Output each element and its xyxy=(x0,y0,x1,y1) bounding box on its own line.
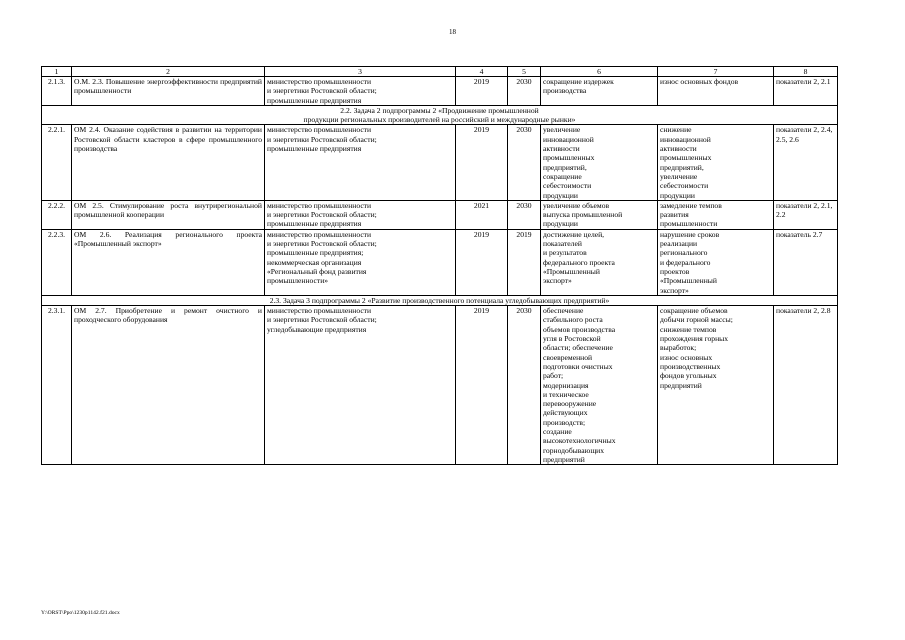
indicator-link-cell xyxy=(774,77,838,106)
cell-line: продукции региональных производителей на российский и международные рынки» xyxy=(303,115,576,125)
end-year-cell: 2030 xyxy=(508,125,541,200)
cell-line: предприятий xyxy=(660,380,702,390)
cell-line: объемов производства xyxy=(543,324,616,334)
cell-line: продукции xyxy=(543,190,578,200)
cell-line: некоммерческая организация xyxy=(267,257,362,267)
cell-line: федерального проекта xyxy=(543,257,615,267)
table-row xyxy=(42,229,838,295)
cell-line: износ основных фондов xyxy=(660,77,739,86)
cell-line: работ; xyxy=(543,371,564,381)
expected-result-cell xyxy=(541,229,658,295)
cell-line: министерство промышленности xyxy=(267,306,372,316)
header-cell: 2 xyxy=(72,67,265,77)
cell-line: промышленные предприятия xyxy=(267,144,362,154)
risk-cell xyxy=(658,77,774,106)
table-body xyxy=(42,67,838,465)
cell-line: обеспечение xyxy=(543,306,584,316)
indicator-link-cell xyxy=(774,229,838,295)
cell-line: министерство промышленности xyxy=(267,125,372,135)
header-cell: 6 xyxy=(541,67,658,77)
measures-table xyxy=(41,66,838,465)
cell-line: и энергетики Ростовской области; xyxy=(267,315,377,325)
cell-line: создание xyxy=(543,426,572,436)
cell-line: министерство промышленности xyxy=(267,77,372,86)
measure-name-cell: ОМ 2.6. Реализация регионального проекта «Промышленный экспорт» xyxy=(72,229,265,295)
measure-name-cell: ОМ 2.5. Стимулирование роста внутрирегиональной промышленной кооперации xyxy=(72,200,265,229)
cell-line: активности xyxy=(660,144,697,154)
cell-line: инновационной xyxy=(543,134,594,144)
cell-line: 2.3. Задача 3 подпрограммы 2 «Развитие производственного потенциала угледобывающих предприятий» xyxy=(269,295,610,305)
start-year-cell: 2019 xyxy=(456,229,508,295)
cell-line: продукции xyxy=(543,219,578,229)
cell-line: перевооружение xyxy=(543,399,597,409)
cell-line: и федерального xyxy=(660,257,711,267)
cell-line: 2.5, 2.6 xyxy=(776,134,799,144)
cell-line: «Промышленный xyxy=(660,276,717,286)
measure-name-cell: ОМ 2.4. Оказание содействия в развитии на территории Ростовской области кластеров в сфере промышленного производства xyxy=(72,125,265,200)
start-year-cell: 2019 xyxy=(456,77,508,106)
page-number: 18 xyxy=(449,28,456,36)
table-row xyxy=(42,125,838,200)
risk-cell xyxy=(658,229,774,295)
cell-line: нарушение сроков xyxy=(660,229,720,239)
cell-line: своевременной xyxy=(543,352,593,362)
cell-line: выработок; xyxy=(660,343,697,353)
row-number-cell: 2.3.1. xyxy=(42,306,72,465)
cell-line: министерство промышленности xyxy=(267,200,372,210)
indicator-link-cell xyxy=(774,200,838,229)
header-cell: 3 xyxy=(265,67,456,77)
cell-line: предприятий xyxy=(543,454,585,464)
cell-line: угледобывающие предприятия xyxy=(267,324,367,334)
cell-line: и энергетики Ростовской области; xyxy=(267,86,377,96)
table-row xyxy=(42,77,838,106)
cell-line: промышленные предприятия; xyxy=(267,248,364,258)
footer-path: Y:\ORST\Ppo\1230p1142.f21.docx xyxy=(41,610,120,616)
cell-line: производственных xyxy=(660,361,721,371)
cell-line: производств; xyxy=(543,417,586,427)
cell-line: и энергетики Ростовской области; xyxy=(267,134,377,144)
executor-cell xyxy=(265,229,456,295)
executor-cell xyxy=(265,125,456,200)
cell-line: сокращение объемов xyxy=(660,306,728,316)
executor-cell xyxy=(265,200,456,229)
cell-line: фондов угольных xyxy=(660,371,717,381)
header-cell: 5 xyxy=(508,67,541,77)
cell-line: и энергетики Ростовской области; xyxy=(267,210,377,220)
cell-line: регионального xyxy=(660,248,708,258)
cell-line: промышленные предприятия xyxy=(267,95,362,105)
risk-cell xyxy=(658,200,774,229)
cell-line: себестоимости xyxy=(660,181,709,191)
start-year-cell: 2019 xyxy=(456,125,508,200)
cell-line: сокращение xyxy=(543,171,582,181)
indicator-link-cell xyxy=(774,125,838,200)
cell-line: выпуска промышленной xyxy=(543,210,623,220)
header-cell: 1 xyxy=(42,67,72,77)
cell-line: износ основных xyxy=(660,352,713,362)
cell-line: промышленных xyxy=(660,153,712,163)
cell-line: развития xyxy=(660,210,689,220)
cell-line: себестоимости xyxy=(543,181,592,191)
measure-name-cell: ОМ 2.7. Приобретение и ремонт очистного и проходческого оборудования xyxy=(72,306,265,465)
row-number-cell: 2.2.1. xyxy=(42,125,72,200)
cell-line: экспорт» xyxy=(543,276,572,286)
cell-line: увеличение xyxy=(543,125,581,135)
cell-line: и результатов xyxy=(543,248,587,258)
expected-result-cell xyxy=(541,200,658,229)
cell-line: увеличение объемов xyxy=(543,200,610,210)
cell-line: подготовки очистных xyxy=(543,361,613,371)
section-title-cell xyxy=(42,105,838,125)
header-cell: 7 xyxy=(658,67,774,77)
table-row xyxy=(42,200,838,229)
row-number-cell: 2.2.2. xyxy=(42,200,72,229)
cell-line: показателей xyxy=(543,239,582,249)
cell-line: снижение xyxy=(660,125,692,135)
cell-line: реализации xyxy=(660,239,698,249)
cell-line: и техническое xyxy=(543,389,589,399)
cell-line: министерство промышленности xyxy=(267,229,372,239)
cell-line: сокращение издержек xyxy=(543,77,614,86)
section-title-cell xyxy=(42,295,838,305)
cell-line: экспорт» xyxy=(660,285,689,295)
section-header-row xyxy=(42,295,838,305)
cell-line: инновационной xyxy=(660,134,711,144)
cell-line: снижение темпов xyxy=(660,324,717,334)
cell-line: промышленных xyxy=(543,153,595,163)
cell-line: прохождения горных xyxy=(660,334,729,344)
cell-line: показатели 2, 2.8 xyxy=(776,306,831,316)
cell-line: высокотехнологичных xyxy=(543,436,616,446)
cell-line: модернизация xyxy=(543,380,589,390)
header-cell: 8 xyxy=(774,67,838,77)
cell-line: предприятий, xyxy=(660,162,704,172)
cell-line: показатели 2, 2.4, xyxy=(776,125,833,135)
cell-line: активности xyxy=(543,144,580,154)
header-row xyxy=(42,67,838,77)
expected-result-cell xyxy=(541,77,658,106)
cell-line: промышленности» xyxy=(267,276,329,286)
end-year-cell: 2030 xyxy=(508,306,541,465)
measure-name-cell: О.М. 2.3. Повышение энергоэффективности предприятий промышленности xyxy=(72,77,265,106)
table-row xyxy=(42,306,838,465)
expected-result-cell xyxy=(541,306,658,465)
cell-line: показатель 2.7 xyxy=(776,229,823,239)
cell-line: «Региональный фонд развития xyxy=(267,266,367,276)
executor-cell xyxy=(265,306,456,465)
cell-line: промышленности xyxy=(660,219,718,229)
cell-line: промышленные предприятия xyxy=(267,219,362,229)
cell-line: проектов xyxy=(660,266,690,276)
cell-line: предприятий, xyxy=(543,162,587,172)
cell-line: 2.2 xyxy=(776,210,786,220)
cell-line: области; обеспечение xyxy=(543,343,613,353)
row-number-cell: 2.1.3. xyxy=(42,77,72,106)
cell-line: 2.2. Задача 2 подпрограммы 2 «Продвижение промышленной xyxy=(340,105,539,115)
cell-line: достижение целей, xyxy=(543,229,605,239)
risk-cell xyxy=(658,306,774,465)
start-year-cell: 2021 xyxy=(456,200,508,229)
end-year-cell: 2019 xyxy=(508,229,541,295)
end-year-cell: 2030 xyxy=(508,77,541,106)
expected-result-cell xyxy=(541,125,658,200)
row-number-cell: 2.2.3. xyxy=(42,229,72,295)
cell-line: добычи горной массы; xyxy=(660,315,733,325)
cell-line: показатели 2, 2.1 xyxy=(776,77,831,86)
cell-line: увеличение xyxy=(660,171,698,181)
cell-line: «Промышленный xyxy=(543,266,600,276)
header-cell: 4 xyxy=(456,67,508,77)
cell-line: производства xyxy=(543,86,587,96)
end-year-cell: 2030 xyxy=(508,200,541,229)
cell-line: действующих xyxy=(543,408,588,418)
cell-line: горнодобывающих xyxy=(543,445,605,455)
indicator-link-cell xyxy=(774,306,838,465)
cell-line: угля в Ростовской xyxy=(543,334,601,344)
start-year-cell: 2019 xyxy=(456,306,508,465)
section-header-row xyxy=(42,105,838,125)
cell-line: замедление темпов xyxy=(660,200,722,210)
cell-line: и энергетики Ростовской области; xyxy=(267,239,377,249)
cell-line: продукции xyxy=(660,190,695,200)
cell-line: стабильного роста xyxy=(543,315,603,325)
executor-cell xyxy=(265,77,456,106)
risk-cell xyxy=(658,125,774,200)
cell-line: показатели 2, 2.1, xyxy=(776,200,833,210)
